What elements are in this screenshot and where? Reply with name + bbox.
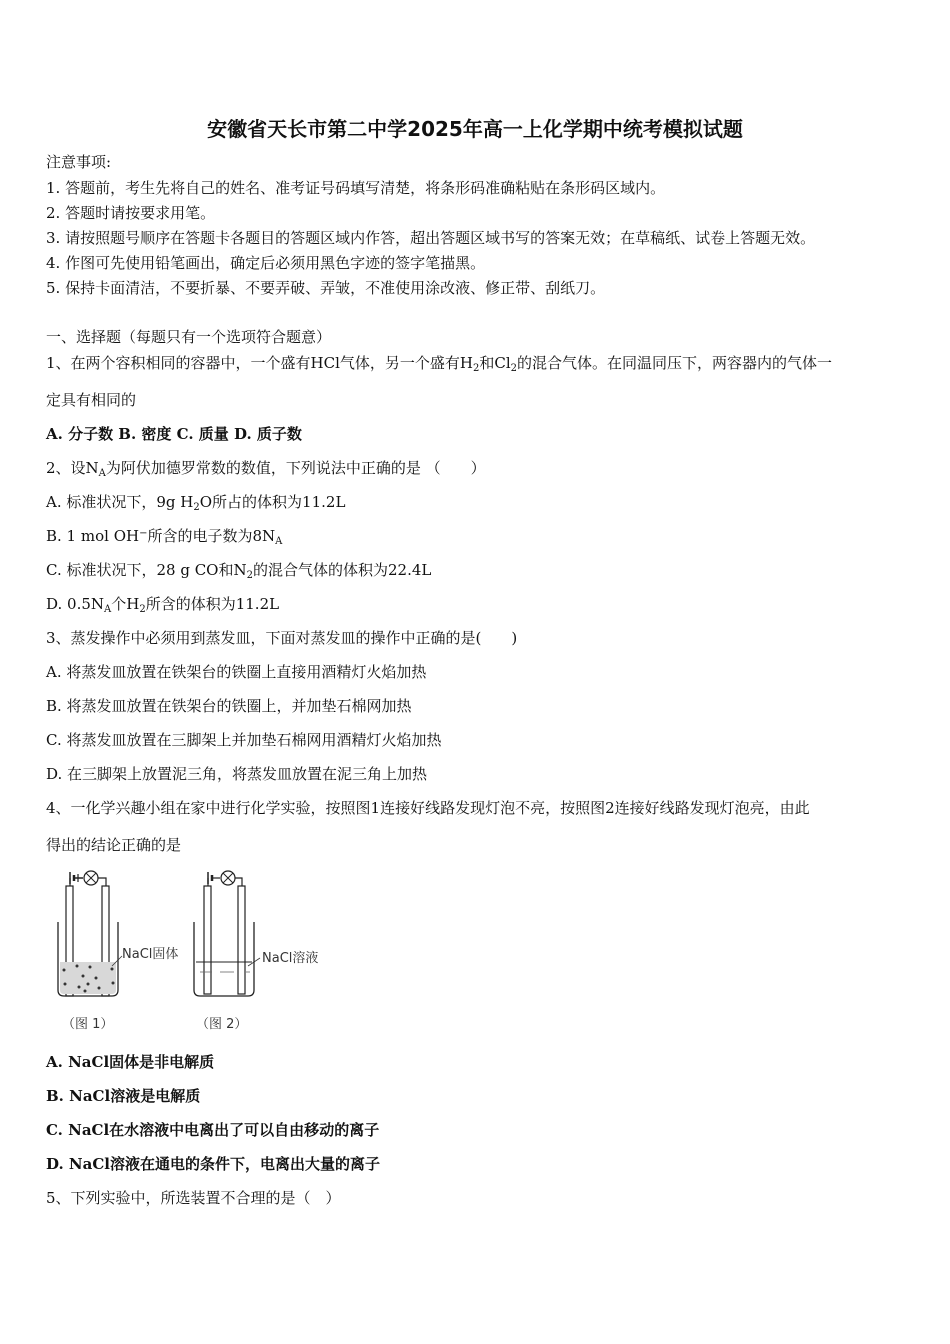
q4-option-d: D. NaCl溶液在通电的条件下，电离出大量的离子 [46, 1155, 380, 1173]
q1-options: A. 分子数 B. 密度 C. 质量 D. 质子数 [46, 425, 302, 443]
electrode-left [204, 886, 211, 994]
q2-stem: 2、设$N_A$为阿伏加德罗常数的数值，下列说法中正确的是 （ ） [46, 459, 486, 479]
q3-option-c: C. 将蒸发皿放置在三脚架上并加垫石棉网用酒精灯火焰加热 [46, 731, 442, 749]
notice-heading: 注意事项: [46, 153, 112, 171]
q2-option-b: B. 1 mol OH−所含的电子数为$8N_A$ [46, 527, 283, 547]
page-title: 安徽省天长市第二中学2025年高一上化学期中统考模拟试题 [207, 117, 743, 141]
notice-item: 3. 请按照题号顺序在答题卡各题目的答题区域内作答，超出答题区域书写的答案无效；在草稿纸、试卷上答题无效。 [46, 229, 816, 247]
q4-option-b: B. NaCl溶液是电解质 [46, 1087, 201, 1105]
q4-option-c: C. NaCl在水溶液中电离出了可以自由移动的离子 [46, 1121, 380, 1139]
notice-item: 4. 作图可先使用铅笔画出，确定后必须用黑色字迹的签字笔描黑。 [46, 254, 486, 272]
notice-item: 1. 答题前，考生先将自己的姓名、准考证号码填写清楚，将条形码准确粘贴在条形码区域内。 [46, 179, 666, 197]
section-heading: 一、选择题（每题只有一个选项符合题意） [46, 328, 332, 346]
figure-2-apparatus [194, 871, 260, 996]
conductivity-figure [50, 866, 340, 1036]
q2-option-c: C. 标准状况下，28 g CO和$N_2$的混合气体的体积为22.4L [46, 561, 432, 581]
figure-2-caption: （图 2） [196, 1017, 248, 1032]
q3-option-b: B. 将蒸发皿放置在铁架台的铁圈上，并加垫石棉网加热 [46, 697, 412, 715]
electrode-right [238, 886, 245, 994]
q5-stem: 5、下列实验中，所选装置不合理的是（ ） [46, 1189, 341, 1207]
figure-1-apparatus [58, 871, 122, 996]
figure-1-caption: （图 1） [62, 1017, 114, 1032]
q4-option-a: A. NaCl固体是非电解质 [46, 1053, 215, 1071]
q4-stem-line1: 4、一化学兴趣小组在家中进行化学实验，按照图1连接好线路发现灯泡不亮，按照图2连接好线路发现灯泡亮，由此 [46, 799, 810, 817]
figure-1-label: NaCl固体 [122, 947, 179, 962]
figure-2-label: NaCl溶液 [262, 951, 319, 966]
q3-option-d: D. 在三脚架上放置泥三角，将蒸发皿放置在泥三角上加热 [46, 765, 428, 783]
q2-option-d: D. $0.5N_A$个$H_2$所含的体积为11.2L [46, 595, 280, 615]
q4-stem-line2: 得出的结论正确的是 [46, 836, 182, 854]
q2-option-a: A. 标准状况下，9g $H_2O$所占的体积为11.2L [46, 493, 346, 513]
notice-item: 5. 保持卡面清洁，不要折暴、不要弄破、弄皱，不准使用涂改液、修正带、刮纸刀。 [46, 279, 606, 297]
q3-stem: 3、蒸发操作中必须用到蒸发皿，下面对蒸发皿的操作中正确的是( ) [46, 629, 518, 647]
notice-item: 2. 答题时请按要求用笔。 [46, 204, 216, 222]
q3-option-a: A. 将蒸发皿放置在铁架台的铁圈上直接用酒精灯火焰加热 [46, 663, 427, 681]
q1-stem-line1: 1、在两个容积相同的容器中，一个盛有HCl气体，另一个盛有$H_2$和$Cl_2$的混合气体。在同温同压下，两容器内的气体一 [46, 354, 833, 374]
q1-stem-line2: 定具有相同的 [46, 391, 137, 409]
